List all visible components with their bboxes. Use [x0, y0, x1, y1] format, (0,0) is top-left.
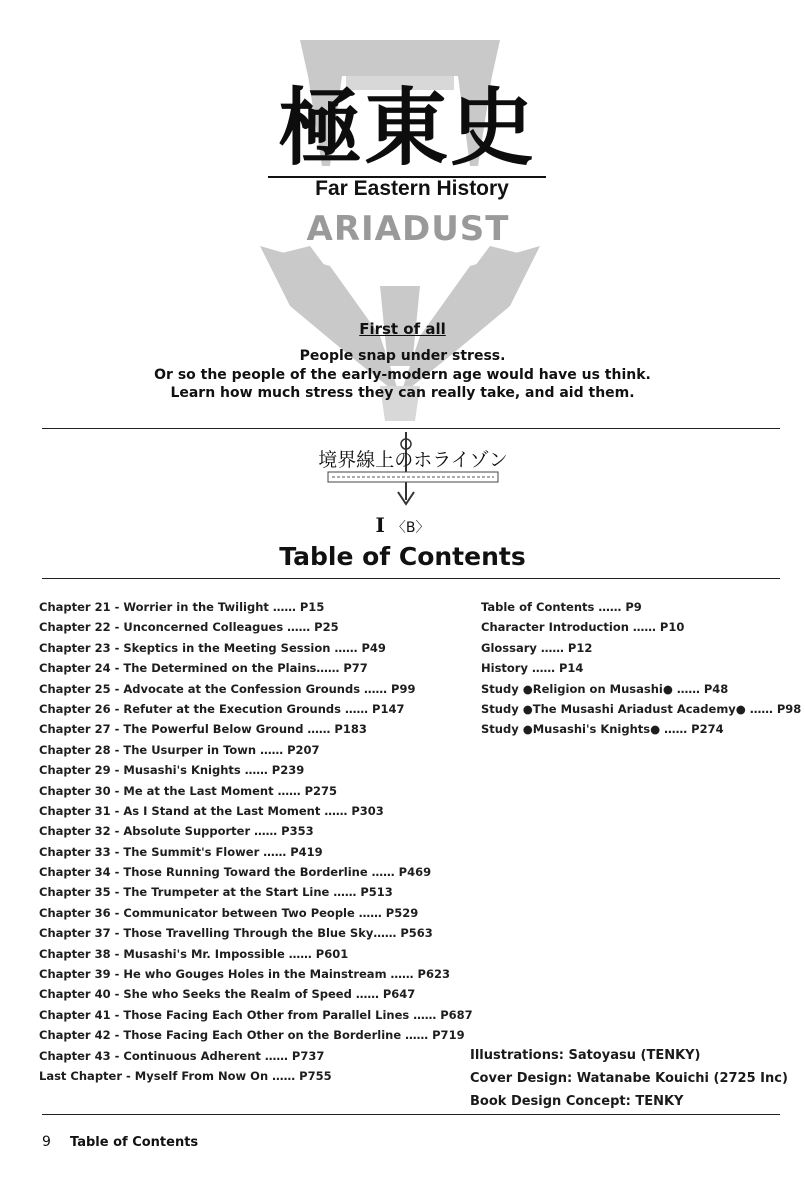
list-item: Chapter 25 - Advocate at the Confession Grounds …… P99	[39, 681, 416, 696]
credit-line: Book Design Concept: TENKY	[470, 1094, 684, 1109]
list-item: Chapter 43 - Continuous Adherent …… P737	[39, 1048, 325, 1063]
credits	[470, 1044, 790, 1113]
list-item: Chapter 27 - The Powerful Below Ground …… P183	[39, 722, 367, 737]
list-item: Chapter 28 - The Usurper in Town …… P207	[39, 742, 320, 757]
list-item: Chapter 22 - Unconcerned Colleagues …… P25	[39, 620, 339, 635]
list-item: Chapter 35 - The Trumpeter at the Start Line …… P513	[39, 885, 393, 900]
list-item: Chapter 42 - Those Facing Each Other on the Borderline …… P719	[39, 1028, 465, 1043]
credit-line: Illustrations: Satoyasu (TENKY)	[470, 1048, 701, 1063]
page-title: Table of Contents	[279, 542, 526, 571]
chapter-list	[39, 597, 473, 1086]
list-item: Chapter 26 - Refuter at the Execution Grounds …… P147	[39, 701, 405, 716]
list-item: Study ●Religion on Musashi● …… P48	[481, 681, 729, 696]
list-item: History …… P14	[481, 661, 584, 676]
volume-number	[340, 510, 465, 543]
list-item: Chapter 32 - Absolute Supporter …… P353	[39, 824, 314, 839]
list-item: Chapter 23 - Skeptics in the Meeting Session …… P49	[39, 640, 386, 655]
svg-text:境界線上のホライゾン: 境界線上のホライゾン	[318, 449, 508, 471]
volume-numeral: I	[375, 513, 385, 537]
list-item: Character Introduction …… P10	[481, 620, 685, 635]
front-matter-list	[481, 597, 802, 740]
divider	[42, 1114, 780, 1115]
page-number: 9	[42, 1134, 51, 1150]
list-item: Chapter 33 - The Summit's Flower …… P419	[39, 844, 323, 859]
list-item: Chapter 24 - The Determined on the Plains…… P77	[39, 661, 368, 676]
footer-title: Table of Contents	[70, 1135, 199, 1150]
list-item: Chapter 34 - Those Running Toward the Borderline …… P469	[39, 865, 432, 880]
list-item: Last Chapter - Myself From Now On …… P755	[39, 1068, 332, 1083]
divider	[42, 428, 780, 429]
intro-line: People snap under stress.	[299, 348, 506, 364]
list-item: Study ●Musashi's Knights● …… P274	[481, 722, 724, 737]
ariadust-logo-text: ARIADUST	[306, 209, 510, 249]
list-item: Table of Contents …… P9	[481, 600, 642, 614]
page-footer	[42, 1131, 342, 1150]
credit-line: Cover Design: Watanabe Kouichi (2725 Inc)	[470, 1071, 788, 1086]
list-item: Chapter 21 - Worrier in the Twilight …… P15	[39, 600, 325, 614]
list-item: Chapter 39 - He who Gouges Holes in the Mainstream …… P623	[39, 967, 450, 982]
list-item: Glossary …… P12	[481, 640, 593, 655]
list-item: Chapter 29 - Musashi's Knights …… P239	[39, 763, 305, 778]
list-item: Chapter 40 - She who Seeks the Realm of Speed …… P647	[39, 987, 416, 1002]
english-title: Far Eastern History	[315, 177, 509, 200]
subheading: First of all	[359, 320, 446, 338]
list-item: Chapter 38 - Musashi's Mr. Impossible …… P601	[39, 946, 349, 961]
intro-line: Learn how much stress they can really take, and aid them.	[170, 385, 635, 401]
list-item: Chapter 41 - Those Facing Each Other from Parallel Lines …… P687	[39, 1007, 473, 1022]
list-item: Chapter 31 - As I Stand at the Last Moment …… P303	[39, 803, 384, 818]
divider	[42, 578, 780, 579]
list-item: Chapter 30 - Me at the Last Moment …… P275	[39, 783, 338, 798]
kanji-title: 極東史	[277, 78, 536, 177]
list-item: Study ●The Musashi Ariadust Academy● …… P98	[481, 701, 802, 716]
intro-line: Or so the people of the early-modern age would have us think.	[154, 367, 651, 383]
list-item: Chapter 37 - Those Travelling Through the Blue Sky…… P563	[39, 926, 433, 941]
list-item: Chapter 36 - Communicator between Two People …… P529	[39, 905, 419, 920]
horizon-series-logo	[318, 430, 508, 510]
volume-part: 〈B〉	[391, 520, 430, 536]
